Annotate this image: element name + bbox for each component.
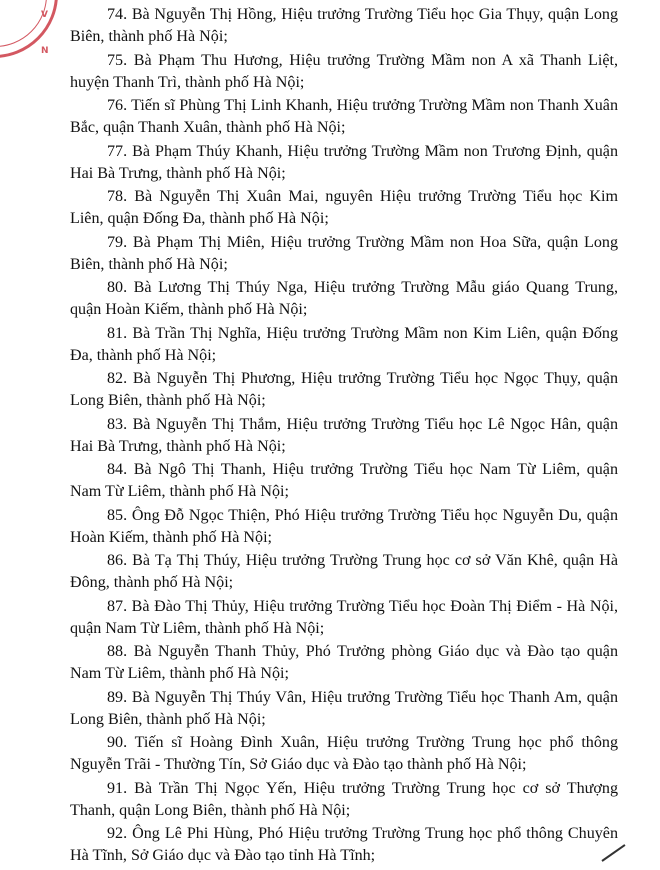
list-item: 76. Tiến sĩ Phùng Thị Linh Khanh, Hiệu trưởng Trường Mầm non Thanh Xuân Bắc, quận Thanh Xuân, thành phố Hà Nội; [70,97,618,136]
list-item: 81. Bà Trần Thị Nghĩa, Hiệu trưởng Trường Mầm non Kim Liên, quận Đống Đa, thành phố Hà Nội; [70,324,618,364]
official-red-stamp [0,0,58,58]
list-item: 74. Bà Nguyễn Thị Hồng, Hiệu trưởng Trường Tiểu học Gia Thụy, quận Long Biên, thành phố Hà Nội; [70,6,618,45]
award-recipient-list [70,4,618,869]
list-item: 92. Ông Lê Phi Hùng, Phó Hiệu trưởng Trường Trung học phổ thông Chuyên Hà Tĩnh, Sở Giáo dục và Đào tạo tỉnh Hà Tĩnh; [70,825,618,864]
list-item: 87. Bà Đào Thị Thủy, Hiệu trưởng Trường Tiểu học Đoàn Thị Điểm - Hà Nội, quận Nam Từ Liêm, thành phố Hà Nội; [70,597,618,637]
list-item: 85. Ông Đỗ Ngọc Thiện, Phó Hiệu trưởng Trường Tiểu học Nguyễn Du, quận Hoàn Kiếm, thành phố Hà Nội; [70,506,618,546]
list-item: 90. Tiến sĩ Hoàng Đình Xuân, Hiệu trưởng Trường Trung học phổ thông Nguyễn Trãi - Thường Tín, Sở Giáo dục và Đào tạo thành phố Hà Nội; [70,734,618,773]
stamp-inner-ring [0,0,47,47]
list-item: 91. Bà Trần Thị Ngọc Yến, Hiệu trưởng Trường Trung học cơ sở Thượng Thanh, quận Long Biên, thành phố Hà Nội; [70,779,618,819]
list-item: 75. Bà Phạm Thu Hương, Hiệu trưởng Trường Mầm non A xã Thanh Liệt, huyện Thanh Trì, thành phố Hà Nội; [70,51,618,91]
list-item: 86. Bà Tạ Thị Thúy, Hiệu trưởng Trường Trung học cơ sở Văn Khê, quận Hà Đông, thành phố Hà Nội; [70,552,618,591]
list-item: 82. Bà Nguyễn Thị Phương, Hiệu trưởng Trường Tiểu học Ngọc Thụy, quận Long Biên, thành phố Hà Nội; [70,370,618,409]
list-item: 88. Bà Nguyễn Thanh Thủy, Phó Trưởng phòng Giáo dục và Đào tạo quận Nam Từ Liêm, thành phố Hà Nội; [70,643,618,682]
list-item: 79. Bà Phạm Thị Miên, Hiệu trưởng Trường Mầm non Hoa Sữa, quận Long Biên, thành phố Hà Nội; [70,233,618,273]
stamp-lettering: V N [41,10,49,56]
list-item: 83. Bà Nguyễn Thị Thắm, Hiệu trưởng Trường Tiểu học Lê Ngọc Hân, quận Hai Bà Trưng, thành phố Hà Nội; [70,415,618,455]
list-item: 78. Bà Nguyễn Thị Xuân Mai, nguyên Hiệu trưởng Trường Tiểu học Kim Liên, quận Đống Đa, thành phố Hà Nội; [70,188,618,227]
list-item: 77. Bà Phạm Thúy Khanh, Hiệu trưởng Trường Mầm non Trương Định, quận Hai Bà Trưng, thành phố Hà Nội; [70,142,618,182]
list-item: 89. Bà Nguyễn Thị Thúy Vân, Hiệu trưởng Trường Tiểu học Thanh Am, quận Long Biên, thành phố Hà Nội; [70,688,618,728]
list-item: 80. Bà Lương Thị Thúy Nga, Hiệu trưởng Trường Mẫu giáo Quang Trung, quận Hoàn Kiếm, thành phố Hà Nội; [70,279,618,318]
list-item: 84. Bà Ngô Thị Thanh, Hiệu trưởng Trường Tiểu học Nam Từ Liêm, quận Nam Từ Liêm, thành phố Hà Nội; [70,461,618,500]
